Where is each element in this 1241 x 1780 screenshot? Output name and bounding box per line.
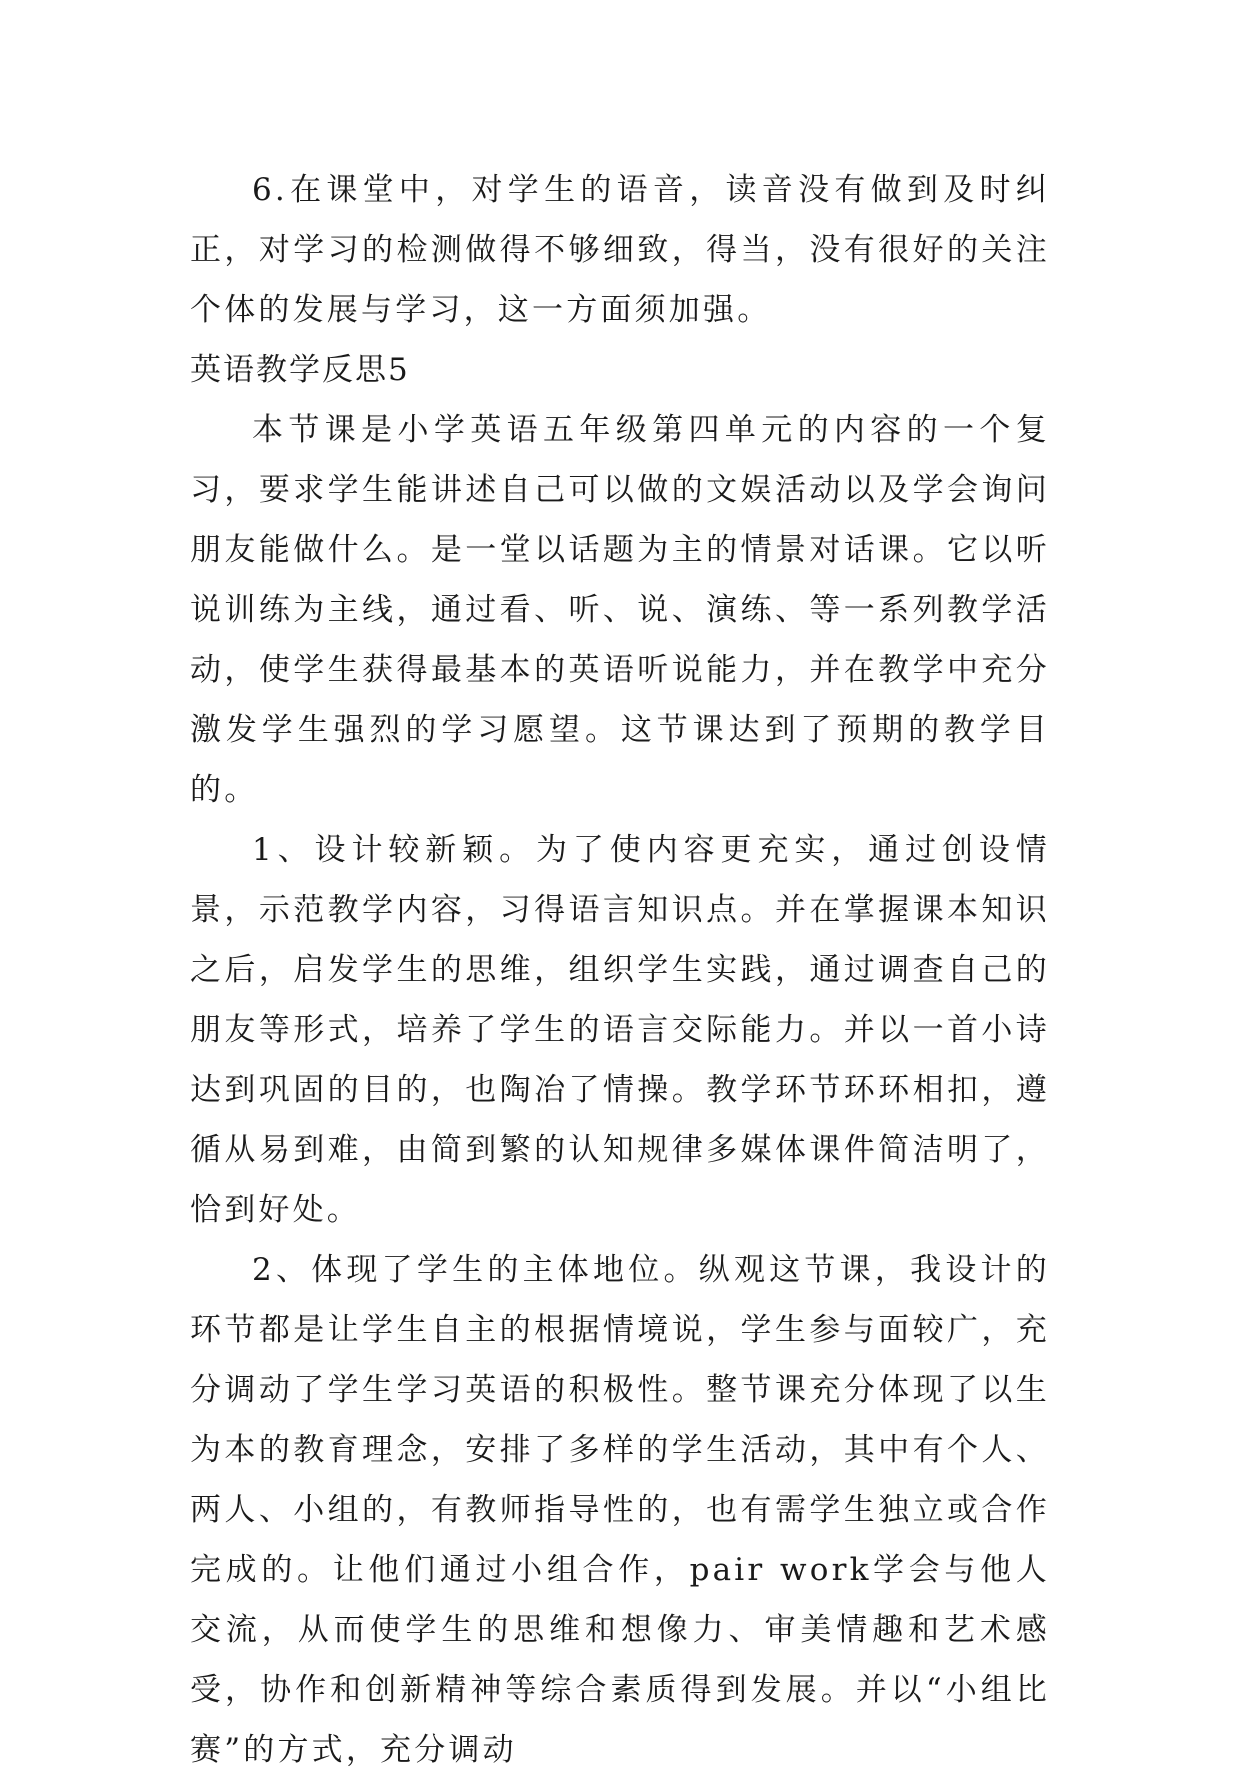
paragraph-item-6: 6.在课堂中，对学生的语音，读音没有做到及时纠正，对学习的检测做得不够细致，得当，没有很好的关注个体的发展与学习，这一方面须加强。: [190, 172, 1050, 328]
paragraph-point-2: 2、体现了学生的主体地位。纵观这节课，我设计的环节都是让学生自主的根据情境说，学生参与面较广，充分调动了学生学习英语的积极性。整节课充分体现了以生为本的教育理念，安排了多样的学生活动，其中有个人、两人、小组的，有教师指导性的，也有需学生独立或合作完成的。让他们通过小组合作，pair work学会与他人交流，从而使学生的思维和想像力、审美情趣和艺术感受，协作和创新精神等综合素质得到发展。并以“小组比赛”的方式，充分调动: [190, 1252, 1050, 1768]
section-heading: 英语教学反思5: [190, 352, 410, 388]
paragraph-intro: 本节课是小学英语五年级第四单元的内容的一个复习，要求学生能讲述自己可以做的文娱活动以及学会询问朋友能做什么。是一堂以话题为主的情景对话课。它以听说训练为主线，通过看、听、说、演练、等一系列教学活动，使学生获得最基本的英语听说能力，并在教学中充分激发学生强烈的学习愿望。这节课达到了预期的教学目的。: [190, 412, 1050, 808]
paragraph-point-1: 1、设计较新颖。为了使内容更充实，通过创设情景，示范教学内容，习得语言知识点。并在掌握课本知识之后，启发学生的思维，组织学生实践，通过调查自己的朋友等形式，培养了学生的语言交际能力。并以一首小诗达到巩固的目的，也陶冶了情操。教学环节环环相扣，遵循从易到难，由简到繁的认知规律多媒体课件简洁明了，恰到好处。: [190, 832, 1050, 1228]
document-body: [190, 160, 1050, 1780]
